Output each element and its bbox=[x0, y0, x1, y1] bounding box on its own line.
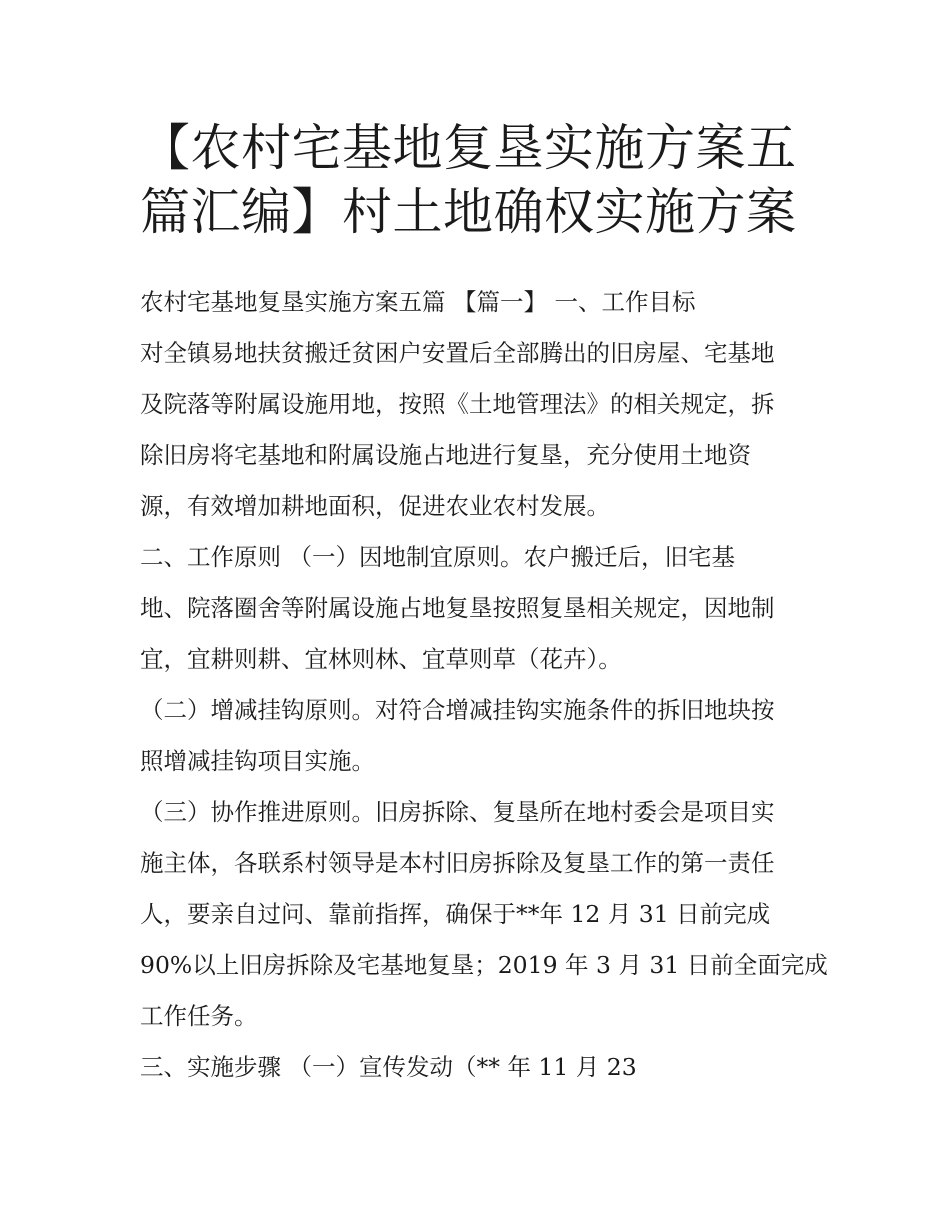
body-line: 工作任务。 bbox=[140, 1002, 258, 1030]
body-line: 施主体，各联系村领导是本村旧房拆除及复垦工作的第一责任 bbox=[140, 849, 775, 877]
body-line: 照增减挂钩项目实施。 bbox=[140, 747, 375, 775]
body-line: 90%以上旧房拆除及宅基地复垦；2019 年 3 月 31 日前全面完成 bbox=[140, 951, 828, 979]
body-line: 及院落等附属设施用地，按照《土地管理法》的相关规定，拆 bbox=[140, 390, 775, 418]
body-line: （二）增减挂钩原则。对符合增减挂钩实施条件的拆旧地块按 bbox=[140, 696, 775, 724]
body-line: （三）协作推进原则。旧房拆除、复垦所在地村委会是项目实 bbox=[140, 798, 775, 826]
document-body bbox=[140, 277, 830, 1093]
body-line: 三、实施步骤 （一）宣传发动（** 年 11 月 23 bbox=[140, 1053, 637, 1081]
body-line: 人，要亲自过问、靠前指挥，确保于**年 12 月 31 日前完成 bbox=[140, 900, 771, 928]
body-line: 宜，宜耕则耕、宜林则林、宜草则草（花卉）。 bbox=[140, 645, 622, 673]
body-line: 地、院落圈舍等附属设施占地复垦按照复垦相关规定，因地制 bbox=[140, 594, 775, 622]
body-line: 对全镇易地扶贫搬迁贫困户安置后全部腾出的旧房屋、宅基地 bbox=[140, 339, 775, 367]
body-line: 二、工作原则 （一）因地制宜原则。农户搬迁后，旧宅基 bbox=[140, 543, 735, 571]
body-line: 农村宅基地复垦实施方案五篇 【篇一】 一、工作目标 bbox=[140, 288, 696, 316]
title-line: 【农村宅基地复垦实施方案五 bbox=[140, 119, 797, 177]
document-title bbox=[140, 116, 840, 244]
title-line: 篇汇编】村土地确权实施方案 bbox=[140, 183, 797, 241]
body-line: 源，有效增加耕地面积，促进农业农村发展。 bbox=[140, 492, 610, 520]
body-line: 除旧房将宅基地和附属设施占地进行复垦，充分使用土地资 bbox=[140, 441, 751, 469]
